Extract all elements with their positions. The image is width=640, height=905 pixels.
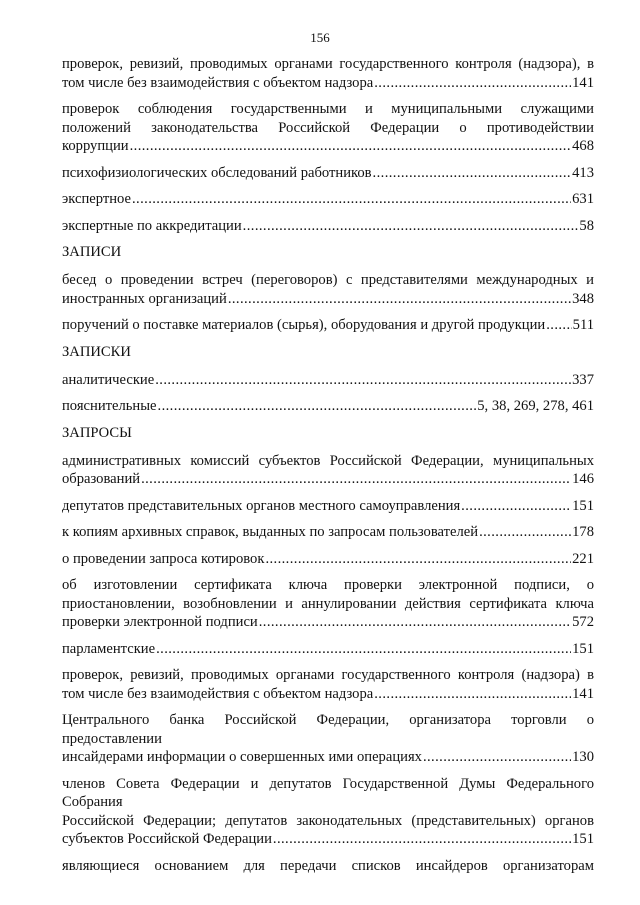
entry-last-line [62, 470, 594, 489]
page-reference: 178 [572, 524, 594, 540]
entry-last-line [62, 371, 594, 390]
entry-last-line [62, 640, 594, 659]
dot-leader [461, 497, 571, 516]
page-reference: 5, 38, 269, 278, 461 [477, 398, 594, 414]
entry-line: проверок, ревизий, проводимых органами государственного контроля (надзора) в [62, 667, 594, 683]
index-content [62, 55, 594, 883]
entry-text: иностранных организаций [62, 290, 227, 307]
index-entry [62, 217, 594, 236]
index-group-zapiski [62, 371, 594, 416]
section-heading-zapiski: ЗАПИСКИ [62, 343, 131, 360]
page-reference: 572 [572, 614, 594, 630]
entry-line: членов Совета Федерации и депутатов Государственной Думы Федерального Собрания [62, 775, 594, 810]
page-reference: 58 [579, 217, 594, 234]
entry-line: административных комиссий субъектов Российской Федерации, муниципальных [62, 452, 594, 469]
dot-leader [265, 550, 571, 569]
entry-last-line [62, 550, 594, 569]
entry-text: образований [62, 471, 141, 487]
section-heading-zapisi: ЗАПИСИ [62, 244, 122, 260]
entry-text: инсайдерами информации о совершенных ими операциях [62, 749, 422, 765]
dot-leader [132, 190, 571, 209]
page-reference: 151 [572, 831, 594, 847]
dot-leader [479, 523, 571, 542]
dot-leader [243, 217, 579, 236]
index-group-zapisi [62, 271, 594, 335]
entry-line: проверок соблюдения государственными и муниципальными служащими [62, 101, 594, 117]
entry-text: экспертное [62, 191, 131, 207]
entry-text: том числе без взаимодействия с объектом надзора [62, 74, 374, 91]
index-entry [62, 711, 594, 767]
index-entry [62, 371, 594, 390]
entry-text: том числе без взаимодействия с объектом надзора [62, 685, 374, 702]
page-reference: 337 [572, 371, 594, 388]
entry-line: Центрального банка Российской Федерации, организатора торговли о предоставлении [62, 712, 594, 747]
dot-leader [141, 470, 571, 489]
entry-last-line [62, 164, 594, 183]
dot-leader [158, 397, 477, 416]
page-reference: 413 [572, 164, 594, 181]
dot-leader [155, 371, 571, 390]
index-entry [62, 497, 594, 516]
dot-leader [423, 748, 571, 767]
entry-text: экспертные по аккредитации [62, 217, 242, 234]
dot-leader [374, 685, 571, 704]
dot-leader [156, 640, 571, 659]
dot-leader [373, 164, 572, 183]
page-reference: 130 [572, 749, 594, 765]
page-reference: 221 [572, 550, 594, 567]
entry-text: проверки электронной подписи [62, 614, 258, 630]
entry-last-line [62, 74, 594, 93]
index-entry [62, 640, 594, 659]
index-entry [62, 550, 594, 569]
entry-line: положений законодательства Российской Федерации о противодействии [62, 119, 594, 136]
page-reference: 631 [572, 191, 594, 207]
entry-line: Российской Федерации; депутатов законодательных (представительных) органов [62, 812, 594, 829]
index-entry [62, 190, 594, 209]
page-reference: 146 [572, 471, 594, 487]
dot-leader [374, 74, 571, 93]
page-reference: 468 [572, 138, 594, 154]
entry-last-line [62, 217, 594, 236]
entry-line: бесед о проведении встреч (переговоров) с представителями международных и [62, 272, 594, 288]
entry-last-line [62, 748, 594, 767]
entry-text: психофизиологических обследований работников [62, 164, 372, 181]
entry-text: коррупции [62, 138, 129, 154]
dot-leader [259, 613, 571, 632]
page-reference: 151 [572, 497, 594, 514]
entry-text: пояснительные [62, 398, 157, 414]
page-reference: 151 [572, 640, 594, 657]
dot-leader [130, 137, 572, 156]
dot-leader [546, 316, 571, 335]
entry-last-line [62, 190, 594, 209]
index-entry [62, 666, 594, 703]
index-group-top [62, 55, 594, 235]
index-entry [62, 271, 594, 308]
entry-last-line [62, 316, 594, 335]
entry-last-line [62, 290, 594, 309]
index-entry [62, 397, 594, 416]
entry-text: поручений о поставке материалов (сырья), оборудования и другой продукции [62, 317, 546, 333]
index-entry [62, 523, 594, 542]
entry-last-line [62, 497, 594, 516]
entry-text: аналитические [62, 371, 155, 388]
index-entry-trailing [62, 857, 594, 876]
entry-line: приостановлении, возобновлении и аннулировании действия сертификата ключа [62, 595, 594, 612]
entry-line: об изготовлении сертификата ключа проверки электронной подписи, о [62, 577, 594, 593]
entry-last-line [62, 137, 594, 156]
page-reference: 511 [572, 317, 594, 333]
dot-leader [273, 830, 571, 849]
page-reference: 141 [572, 685, 594, 702]
entry-text: депутатов представительных органов местного самоуправления [62, 497, 461, 514]
index-entry [62, 55, 594, 92]
entry-text: о проведении запроса котировок [62, 550, 265, 567]
page-reference: 141 [572, 74, 594, 91]
entry-last-line [62, 830, 594, 849]
index-entry [62, 775, 594, 849]
index-entry [62, 576, 594, 632]
section-heading-zaprosy: ЗАПРОСЫ [62, 424, 132, 441]
dot-leader [228, 290, 571, 309]
entry-line: проверок, ревизий, проводимых органами государственного контроля (надзора), в [62, 56, 594, 72]
entry-last-line [62, 685, 594, 704]
index-entry [62, 100, 594, 156]
entry-last-line [62, 613, 594, 632]
index-entry [62, 452, 594, 489]
page-number: 156 [310, 30, 330, 45]
index-group-zaprosy [62, 452, 594, 849]
entry-last-line [62, 523, 594, 542]
entry-text: парламентские [62, 640, 156, 657]
entry-line: являющиеся основанием для передачи списков инсайдеров организаторам [62, 857, 594, 874]
entry-text: к копиям архивных справок, выданных по запросам пользователей [62, 524, 479, 540]
entry-last-line [62, 397, 594, 416]
page-reference: 348 [572, 290, 594, 307]
index-entry [62, 164, 594, 183]
entry-text: субъектов Российской Федерации [62, 831, 272, 847]
index-entry [62, 316, 594, 335]
